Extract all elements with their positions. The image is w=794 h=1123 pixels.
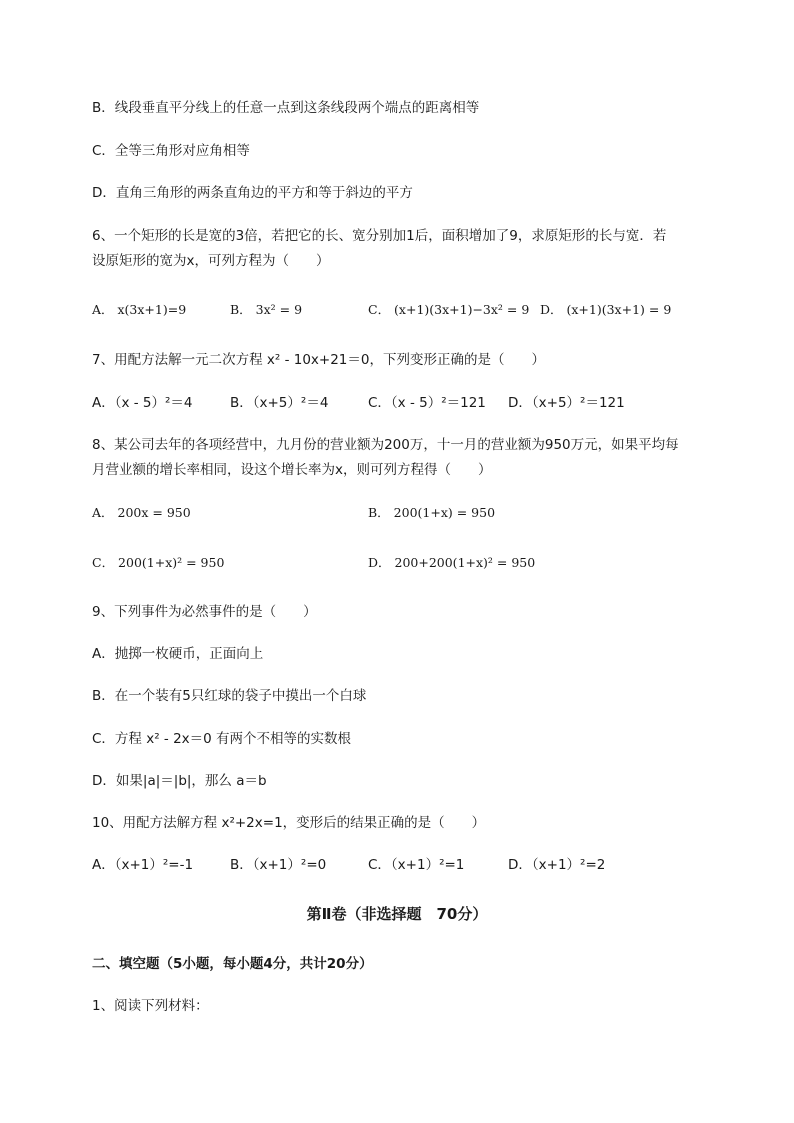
q7-stem: 7、用配方法解一元二次方程 x² - 10x+21＝0，下列变形正确的是（ ）: [92, 352, 545, 368]
q8-option-b: B． 200(1+x) = 950: [368, 505, 496, 520]
q7-option-b: B．（x+5）²＝4: [230, 395, 329, 411]
q9-option-d: D．如果|a|＝|b|，那么 a＝b: [92, 773, 267, 789]
q8-stem-line1: 8、某公司去年的各项经营中，九月份的营业额为200万，十一月的营业额为950万元，如果平均每: [92, 437, 679, 453]
fill-blank-section-heading: 二、填空题（5小题，每小题4分，共计20分）: [92, 956, 373, 972]
q9-option-b: B．在一个装有5只红球的袋子中摸出一个白球: [92, 688, 367, 704]
q6-stem-line1: 6、一个矩形的长是宽的3倍，若把它的长、宽分别加1后，面积增加了9，求原矩形的长与宽．若: [92, 228, 667, 244]
q9-option-c: C．方程 x² - 2x＝0 有两个不相等的实数根: [92, 731, 352, 747]
q7-option-d: D．（x+5）²＝121: [508, 395, 625, 411]
q7-option-a: A．（x - 5）²＝4: [92, 395, 193, 411]
q9-stem: 9、下列事件为必然事件的是（ ）: [92, 604, 317, 620]
q8-option-d: D． 200+200(1+x)² = 950: [368, 555, 536, 570]
part2-title: 第Ⅱ卷（非选择题 70分）: [306, 905, 488, 923]
q8-option-c: C． 200(1+x)² = 950: [92, 555, 225, 570]
q6-option-d: D． (x+1)(3x+1) = 9: [540, 302, 672, 317]
q6-option-a: A． x(3x+1)=9: [92, 302, 187, 317]
q6-option-c: C． (x+1)(3x+1)−3x² = 9: [368, 302, 530, 317]
q6-stem-line2: 设原矩形的宽为x，可列方程为（ ）: [92, 253, 330, 269]
fill-q1-stem: 1、阅读下列材料：: [92, 998, 209, 1014]
q5-option-d: D．直角三角形的两条直角边的平方和等于斜边的平方: [92, 185, 413, 201]
q5-option-c: C．全等三角形对应角相等: [92, 143, 250, 159]
q8-option-a: A． 200x = 950: [92, 505, 191, 520]
q5-option-b: B．线段垂直平分线上的任意一点到这条线段两个端点的距离相等: [92, 100, 480, 116]
q8-stem-line2: 月营业额的增长率相同，设这个增长率为x，则可列方程得（ ）: [92, 462, 492, 478]
q10-option-c: C．（x+1）²=1: [368, 857, 465, 873]
q7-option-c: C．（x - 5）²＝121: [368, 395, 486, 411]
q10-stem: 10、用配方法解方程 x²+2x=1，变形后的结果正确的是（ ）: [92, 815, 486, 831]
q6-option-b: B． 3x² = 9: [230, 302, 303, 317]
q10-option-a: A．（x+1）²=-1: [92, 857, 194, 873]
q9-option-a: A．抛掷一枚硬币，正面向上: [92, 646, 264, 662]
q10-option-b: B．（x+1）²=0: [230, 857, 327, 873]
q10-option-d: D．（x+1）²=2: [508, 857, 606, 873]
